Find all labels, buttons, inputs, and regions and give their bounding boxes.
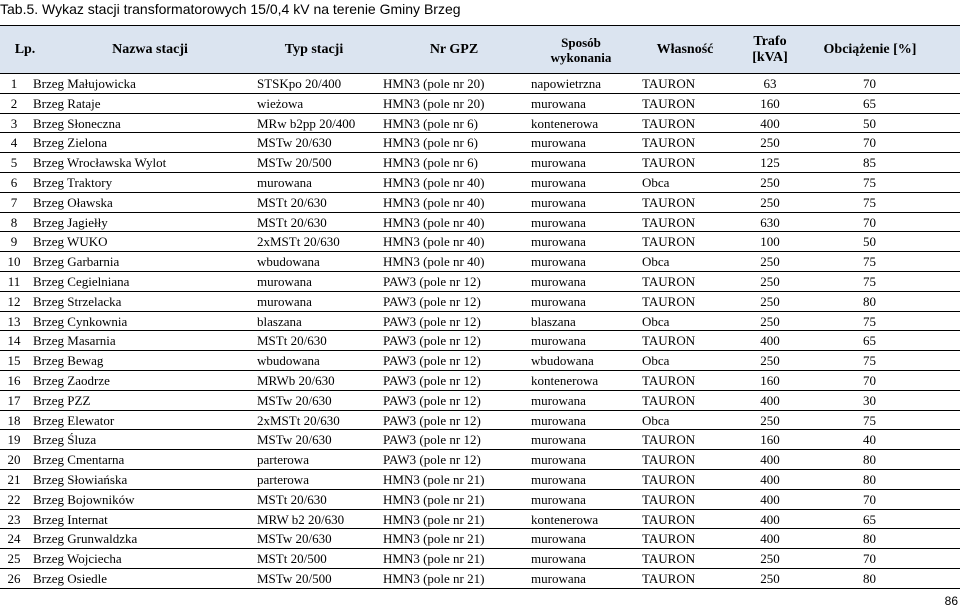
cell-sposob: kontenerowa — [531, 115, 599, 131]
cell-nazwa: Brzeg Rataje — [33, 95, 101, 111]
cell-typ: murowana — [257, 174, 312, 190]
cell-obciazenie: 70 — [863, 76, 876, 91]
cell-trafo: 400 — [760, 511, 780, 527]
cell-lp: 19 — [7, 432, 21, 448]
cell-trafo: 250 — [760, 135, 780, 151]
table-row — [0, 351, 960, 371]
cell-wlasnosc: TAURON — [642, 194, 696, 210]
cell-nazwa: Brzeg Wojciecha — [33, 551, 122, 567]
cell-sposob: murowana — [531, 452, 586, 468]
cell-wlasnosc: TAURON — [642, 214, 696, 230]
cell-nazwa: Brzeg Zaodrze — [33, 372, 110, 388]
table-row — [0, 213, 960, 233]
page-number: 86 — [944, 594, 958, 608]
cell-sposob: murowana — [531, 531, 586, 547]
cell-obciazenie: 70 — [863, 135, 876, 151]
header-gpz: Nr GPZ — [429, 41, 479, 57]
cell-trafo: 250 — [760, 273, 780, 289]
cell-nazwa: Brzeg Elewator — [33, 412, 115, 428]
cell-gpz: HMN3 (pole nr 40) — [383, 234, 485, 250]
cell-obciazenie: 80 — [863, 570, 876, 586]
cell-gpz: PAW3 (pole nr 12) — [383, 273, 481, 289]
cell-obciazenie: 75 — [863, 412, 876, 428]
stations-table — [0, 25, 960, 589]
cell-lp: 17 — [7, 392, 21, 408]
cell-wlasnosc: Obca — [642, 313, 670, 329]
cell-typ: MSTt 20/630 — [257, 491, 327, 507]
cell-typ: MSTw 20/630 — [257, 392, 332, 408]
cell-gpz: PAW3 (pole nr 12) — [383, 313, 481, 329]
cell-wlasnosc: TAURON — [642, 273, 696, 289]
cell-typ: wbudowana — [257, 353, 320, 369]
cell-trafo: 400 — [760, 333, 780, 349]
cell-sposob: murowana — [531, 333, 586, 349]
cell-wlasnosc: TAURON — [642, 551, 696, 567]
cell-wlasnosc: TAURON — [642, 432, 696, 448]
cell-typ: MSTt 20/500 — [257, 551, 327, 567]
cell-sposob: murowana — [531, 551, 586, 567]
cell-sposob: napowietrzna — [531, 76, 602, 91]
cell-obciazenie: 80 — [863, 452, 876, 468]
cell-obciazenie: 75 — [863, 353, 876, 369]
cell-obciazenie: 50 — [863, 234, 876, 250]
cell-sposob: murowana — [531, 155, 586, 171]
cell-gpz: HMN3 (pole nr 40) — [383, 214, 485, 230]
cell-trafo: 630 — [760, 214, 780, 230]
cell-sposob: murowana — [531, 570, 586, 586]
table-row — [0, 74, 960, 94]
cell-trafo: 400 — [760, 491, 780, 507]
cell-obciazenie: 40 — [863, 432, 876, 448]
cell-lp: 12 — [7, 293, 21, 309]
table-row — [0, 371, 960, 391]
table-row — [0, 114, 960, 134]
cell-trafo: 250 — [760, 174, 780, 190]
cell-trafo: 250 — [760, 412, 780, 428]
cell-obciazenie: 70 — [863, 372, 876, 388]
cell-nazwa: Brzeg Wrocławska Wylot — [33, 155, 167, 171]
cell-typ: MSTw 20/630 — [257, 432, 332, 448]
cell-trafo: 250 — [760, 570, 780, 586]
cell-nazwa: Brzeg Strzelacka — [33, 293, 122, 309]
table-row — [0, 252, 960, 272]
table-row — [0, 470, 960, 490]
cell-typ: 2xMSTt 20/630 — [257, 412, 340, 428]
cell-nazwa: Brzeg Bewag — [33, 353, 104, 369]
cell-typ: wbudowana — [257, 254, 320, 270]
cell-wlasnosc: TAURON — [642, 392, 696, 408]
cell-lp: 3 — [10, 115, 18, 131]
header-trafo: Trafo [kVA] — [752, 33, 788, 65]
table-row — [0, 430, 960, 450]
cell-trafo: 250 — [760, 313, 780, 329]
cell-gpz: HMN3 (pole nr 21) — [383, 570, 485, 586]
table-header — [0, 25, 960, 74]
cell-wlasnosc: TAURON — [642, 135, 696, 151]
cell-wlasnosc: TAURON — [642, 570, 696, 586]
cell-typ: STSKpo 20/400 — [257, 76, 342, 91]
cell-sposob: kontenerowa — [531, 511, 599, 527]
cell-typ: murowana — [257, 273, 312, 289]
table-row — [0, 411, 960, 431]
table-row — [0, 292, 960, 312]
cell-sposob: murowana — [531, 432, 586, 448]
cell-obciazenie: 65 — [863, 333, 876, 349]
cell-wlasnosc: TAURON — [642, 76, 696, 91]
cell-gpz: PAW3 (pole nr 12) — [383, 432, 481, 448]
cell-wlasnosc: TAURON — [642, 333, 696, 349]
cell-sposob: wbudowana — [531, 353, 594, 369]
cell-nazwa: Brzeg Cynkownia — [33, 313, 128, 329]
cell-lp: 13 — [7, 313, 21, 329]
cell-gpz: HMN3 (pole nr 21) — [383, 531, 485, 547]
cell-wlasnosc: TAURON — [642, 491, 696, 507]
cell-sposob: murowana — [531, 174, 586, 190]
cell-wlasnosc: TAURON — [642, 471, 696, 487]
cell-sposob: murowana — [531, 293, 586, 309]
cell-nazwa: Brzeg Zielona — [33, 135, 107, 151]
cell-gpz: PAW3 (pole nr 12) — [383, 452, 481, 468]
table-row — [0, 549, 960, 569]
cell-nazwa: Brzeg Śluza — [33, 432, 97, 448]
cell-lp: 11 — [7, 273, 21, 289]
cell-typ: MSTw 20/500 — [257, 570, 332, 586]
cell-trafo: 400 — [760, 471, 780, 487]
cell-lp: 14 — [7, 333, 21, 349]
cell-wlasnosc: TAURON — [642, 95, 696, 111]
header-typ: Typ stacji — [284, 41, 344, 57]
cell-obciazenie: 65 — [863, 511, 876, 527]
cell-lp: 2 — [10, 95, 18, 111]
cell-sposob: murowana — [531, 471, 586, 487]
cell-wlasnosc: Obca — [642, 353, 670, 369]
table-row — [0, 173, 960, 193]
cell-wlasnosc: Obca — [642, 412, 670, 428]
cell-trafo: 63 — [763, 76, 777, 91]
cell-trafo: 400 — [760, 115, 780, 131]
cell-gpz: PAW3 (pole nr 12) — [383, 392, 481, 408]
cell-typ: MSTw 20/630 — [257, 135, 332, 151]
cell-trafo: 400 — [760, 452, 780, 468]
cell-typ: MRw b2pp 20/400 — [257, 115, 356, 131]
cell-gpz: HMN3 (pole nr 21) — [383, 491, 485, 507]
cell-gpz: HMN3 (pole nr 20) — [383, 95, 485, 111]
table-row — [0, 450, 960, 470]
cell-trafo: 100 — [760, 234, 780, 250]
table-row — [0, 272, 960, 292]
cell-nazwa: Brzeg Słowiańska — [33, 471, 128, 487]
cell-typ: MSTt 20/630 — [257, 333, 327, 349]
cell-nazwa: Brzeg Internat — [33, 511, 108, 527]
cell-typ: 2xMSTt 20/630 — [257, 234, 340, 250]
cell-typ: parterowa — [257, 471, 309, 487]
cell-gpz: PAW3 (pole nr 12) — [383, 372, 481, 388]
cell-nazwa: Brzeg Małujowicka — [33, 76, 136, 91]
cell-typ: parterowa — [257, 452, 309, 468]
cell-trafo: 250 — [760, 194, 780, 210]
table-row — [0, 193, 960, 213]
cell-obciazenie: 70 — [863, 491, 876, 507]
table-row — [0, 529, 960, 549]
cell-typ: blaszana — [257, 313, 302, 329]
cell-obciazenie: 80 — [863, 293, 876, 309]
cell-lp: 22 — [7, 491, 21, 507]
table-row — [0, 133, 960, 153]
cell-gpz: HMN3 (pole nr 40) — [383, 194, 485, 210]
cell-sposob: murowana — [531, 214, 586, 230]
cell-trafo: 250 — [760, 551, 780, 567]
cell-obciazenie: 80 — [863, 531, 876, 547]
cell-sposob: murowana — [531, 392, 586, 408]
cell-obciazenie: 50 — [863, 115, 876, 131]
cell-typ: MRW b2 20/630 — [257, 511, 345, 527]
table-caption: Tab.5. Wykaz stacji transformatorowych 15/0,4 kV na terenie Gminy Brzeg — [0, 1, 461, 17]
cell-wlasnosc: Obca — [642, 254, 670, 270]
cell-gpz: PAW3 (pole nr 12) — [383, 412, 481, 428]
table-row — [0, 331, 960, 351]
table-body — [0, 74, 960, 589]
header-nazwa: Nazwa stacji — [112, 41, 188, 57]
cell-obciazenie: 70 — [863, 214, 876, 230]
cell-lp: 26 — [7, 570, 21, 586]
cell-wlasnosc: Obca — [642, 174, 670, 190]
cell-lp: 10 — [7, 254, 21, 270]
cell-obciazenie: 75 — [863, 194, 876, 210]
cell-gpz: PAW3 (pole nr 12) — [383, 293, 481, 309]
cell-lp: 24 — [7, 531, 21, 547]
cell-wlasnosc: TAURON — [642, 155, 696, 171]
table-row — [0, 232, 960, 252]
cell-typ: murowana — [257, 293, 312, 309]
cell-sposob: kontenerowa — [531, 372, 599, 388]
cell-sposob: murowana — [531, 234, 586, 250]
cell-sposob: murowana — [531, 273, 586, 289]
table-row — [0, 391, 960, 411]
cell-nazwa: Brzeg Cegielniana — [33, 273, 130, 289]
table-row — [0, 94, 960, 114]
cell-typ: MSTw 20/630 — [257, 531, 332, 547]
cell-sposob: murowana — [531, 491, 586, 507]
cell-gpz: PAW3 (pole nr 12) — [383, 353, 481, 369]
cell-gpz: HMN3 (pole nr 21) — [383, 511, 485, 527]
cell-obciazenie: 80 — [863, 471, 876, 487]
cell-wlasnosc: TAURON — [642, 115, 696, 131]
cell-typ: wieżowa — [257, 95, 304, 111]
cell-gpz: HMN3 (pole nr 6) — [383, 155, 478, 171]
cell-gpz: HMN3 (pole nr 20) — [383, 76, 485, 91]
cell-lp: 6 — [10, 174, 18, 190]
cell-lp: 25 — [7, 551, 21, 567]
cell-sposob: murowana — [531, 194, 586, 210]
cell-lp: 4 — [10, 135, 18, 151]
cell-typ: MRWb 20/630 — [257, 372, 335, 388]
cell-nazwa: Brzeg Słoneczna — [33, 115, 121, 131]
cell-wlasnosc: TAURON — [642, 511, 696, 527]
cell-lp: 7 — [10, 194, 18, 210]
cell-lp: 23 — [7, 511, 21, 527]
cell-gpz: HMN3 (pole nr 6) — [383, 135, 478, 151]
cell-sposob: murowana — [531, 135, 586, 151]
cell-nazwa: Brzeg Grunwaldzka — [33, 531, 138, 547]
cell-wlasnosc: TAURON — [642, 372, 696, 388]
cell-nazwa: Brzeg Osiedle — [33, 570, 108, 586]
cell-lp: 5 — [10, 155, 18, 171]
cell-nazwa: Brzeg Bojowników — [33, 491, 135, 507]
cell-typ: MSTt 20/630 — [257, 194, 327, 210]
cell-wlasnosc: TAURON — [642, 452, 696, 468]
cell-obciazenie: 75 — [863, 174, 876, 190]
cell-trafo: 250 — [760, 293, 780, 309]
cell-nazwa: Brzeg Jagiełły — [33, 214, 108, 230]
cell-lp: 16 — [7, 372, 21, 388]
cell-lp: 9 — [10, 234, 18, 250]
cell-wlasnosc: TAURON — [642, 234, 696, 250]
table-row — [0, 490, 960, 510]
cell-trafo: 160 — [760, 95, 780, 111]
header-lp: Lp. — [14, 41, 36, 57]
cell-typ: MSTt 20/630 — [257, 214, 327, 230]
cell-nazwa: Brzeg Oławska — [33, 194, 113, 210]
cell-sposob: murowana — [531, 254, 586, 270]
cell-gpz: HMN3 (pole nr 21) — [383, 471, 485, 487]
cell-gpz: HMN3 (pole nr 6) — [383, 115, 478, 131]
cell-lp: 1 — [10, 76, 18, 91]
cell-sposob: murowana — [531, 95, 586, 111]
cell-gpz: HMN3 (pole nr 21) — [383, 551, 485, 567]
cell-obciazenie: 70 — [863, 551, 876, 567]
header-obciazenie: Obciążenie [%] — [823, 41, 917, 57]
cell-trafo: 400 — [760, 531, 780, 547]
cell-trafo: 160 — [760, 432, 780, 448]
cell-nazwa: Brzeg PZZ — [33, 392, 91, 408]
cell-lp: 21 — [7, 471, 21, 487]
table-row — [0, 510, 960, 530]
cell-trafo: 400 — [760, 392, 780, 408]
cell-nazwa: Brzeg Traktory — [33, 174, 113, 190]
cell-lp: 8 — [10, 214, 18, 230]
cell-trafo: 125 — [760, 155, 780, 171]
cell-obciazenie: 75 — [863, 254, 876, 270]
cell-wlasnosc: TAURON — [642, 293, 696, 309]
cell-nazwa: Brzeg Garbarnia — [33, 254, 120, 270]
cell-obciazenie: 30 — [863, 392, 876, 408]
cell-lp: 20 — [7, 452, 21, 468]
table-row — [0, 312, 960, 332]
cell-obciazenie: 75 — [863, 313, 876, 329]
cell-sposob: murowana — [531, 412, 586, 428]
cell-typ: MSTw 20/500 — [257, 155, 332, 171]
cell-wlasnosc: TAURON — [642, 531, 696, 547]
cell-nazwa: Brzeg Masarnia — [33, 333, 116, 349]
cell-lp: 15 — [7, 353, 21, 369]
cell-gpz: PAW3 (pole nr 12) — [383, 333, 481, 349]
table-row — [0, 569, 960, 589]
cell-gpz: HMN3 (pole nr 40) — [383, 174, 485, 190]
cell-trafo: 250 — [760, 254, 780, 270]
cell-obciazenie: 65 — [863, 95, 876, 111]
header-wlasnosc: Własność — [656, 41, 714, 57]
cell-lp: 18 — [7, 412, 21, 428]
header-sposob: Sposób wykonania — [550, 34, 612, 65]
cell-obciazenie: 85 — [863, 155, 876, 171]
cell-nazwa: Brzeg WUKO — [33, 234, 108, 250]
table-row — [0, 153, 960, 173]
cell-trafo: 160 — [760, 372, 780, 388]
cell-nazwa: Brzeg Cmentarna — [33, 452, 125, 468]
cell-gpz: HMN3 (pole nr 40) — [383, 254, 485, 270]
cell-trafo: 250 — [760, 353, 780, 369]
cell-sposob: blaszana — [531, 313, 576, 329]
cell-obciazenie: 75 — [863, 273, 876, 289]
